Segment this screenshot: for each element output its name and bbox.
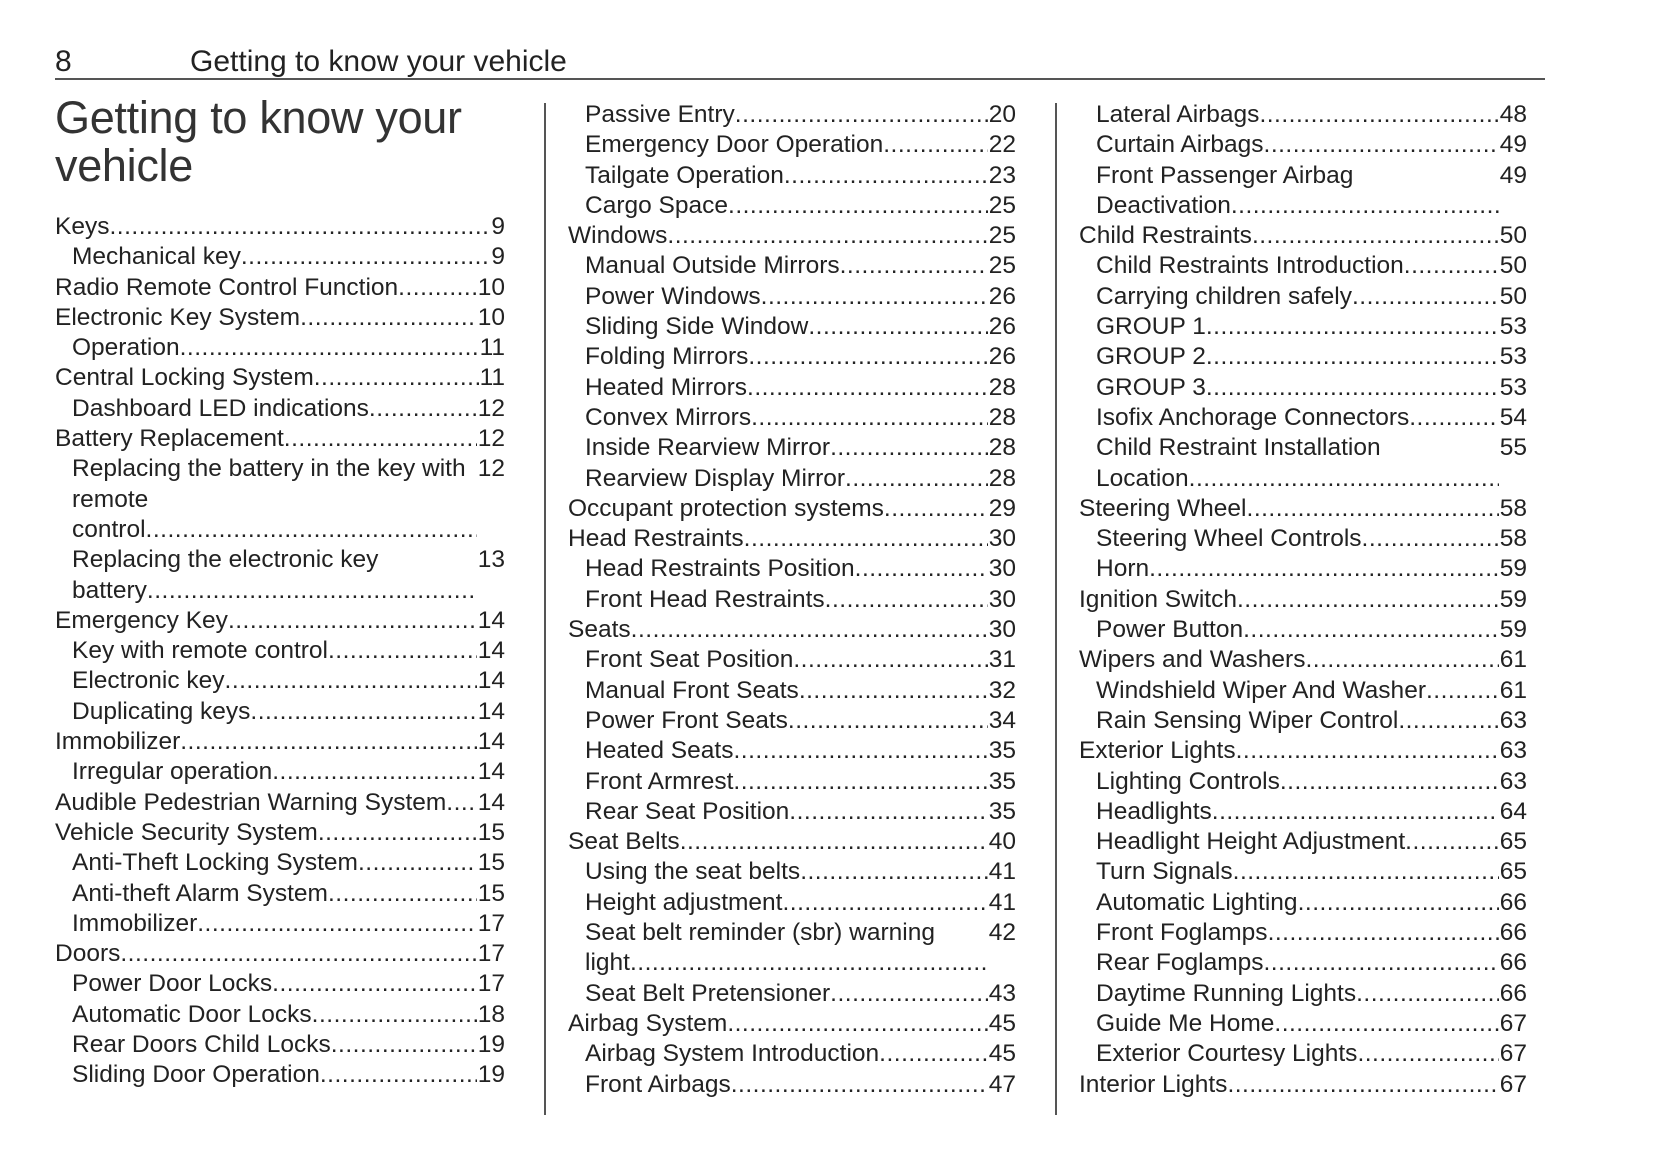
toc-entry[interactable] [55, 212, 505, 242]
toc-entry[interactable] [1079, 282, 1527, 312]
toc-entry-label: Mechanical key ..... [72, 242, 490, 272]
toc-page-number: 14 [477, 667, 505, 695]
toc-entry[interactable] [568, 342, 1016, 372]
toc-entry-label: Front Seat Position ..... [585, 645, 988, 675]
toc-entry-label: Radio Remote Control Function ..... [55, 273, 477, 303]
toc-page-number: 12 [477, 455, 505, 483]
toc-entry-label: Convex Mirrors ..... [585, 403, 988, 433]
toc-entry-label: GROUP 2 ..... [1096, 342, 1499, 372]
toc-entry-label: Rear Doors Child Locks ..... [72, 1030, 477, 1060]
toc-entry[interactable] [55, 939, 505, 969]
toc-entry[interactable] [568, 554, 1016, 584]
toc-page-number: 31 [988, 646, 1016, 674]
toc-page-number: 50 [1499, 252, 1527, 280]
toc-page-number: 22 [988, 131, 1016, 159]
toc-entry-label: Head Restraints Position ..... [585, 554, 988, 584]
toc-entry[interactable] [1079, 130, 1527, 160]
toc-page-number: 17 [477, 909, 505, 937]
toc-entry[interactable] [568, 373, 1016, 403]
toc-page-number: 66 [1499, 979, 1527, 1007]
toc-entry[interactable] [1079, 706, 1527, 736]
toc-entry-label: Duplicating keys ..... [72, 697, 477, 727]
toc-entry[interactable] [1079, 736, 1527, 766]
toc-entry-label: Isofix Anchorage Connectors ..... [1096, 403, 1499, 433]
chapter-title-line-2: vehicle [55, 140, 193, 191]
toc-entry-label: Front Foglamps ..... [1096, 918, 1499, 948]
toc-entry-label: Curtain Airbags ..... [1096, 130, 1499, 160]
toc-page-number: 35 [988, 797, 1016, 825]
toc-entry-label: Emergency Door Operation ..... [585, 130, 988, 160]
toc-page-number: 34 [988, 706, 1016, 734]
toc-entry-label: Ignition Switch ..... [1079, 585, 1499, 615]
toc-entry-label: Daytime Running Lights ..... [1096, 979, 1499, 1009]
toc-page-number: 28 [988, 434, 1016, 462]
toc-page-number: 30 [988, 555, 1016, 583]
toc-entry-label: Front Passenger Airbag Deactivation ..... [1096, 161, 1499, 222]
toc-page-number: 67 [1499, 1009, 1527, 1037]
toc-entry[interactable] [55, 424, 505, 454]
toc-page-number: 13 [477, 546, 505, 574]
toc-entry[interactable] [1079, 1009, 1527, 1039]
toc-entry[interactable] [568, 676, 1016, 706]
toc-page-number: 61 [1499, 646, 1527, 674]
toc-entry[interactable] [55, 333, 505, 363]
toc-entry-label: Passive Entry ..... [585, 100, 988, 130]
toc-entry-label: Dashboard LED indications ..... [72, 394, 477, 424]
toc-entry[interactable] [55, 394, 505, 424]
toc-entry-label: Replacing the battery in the key with remote control ..... [72, 454, 477, 545]
toc-page-number: 15 [477, 818, 505, 846]
toc-entry[interactable] [55, 879, 505, 909]
toc-entry-label: Front Airbags ..... [585, 1070, 988, 1100]
toc-entry[interactable] [568, 615, 1016, 645]
toc-page-number: 14 [477, 788, 505, 816]
toc-entry[interactable] [568, 706, 1016, 736]
toc-page-number: 28 [988, 373, 1016, 401]
toc-entry-label: Lighting Controls ..... [1096, 767, 1499, 797]
toc-page-number: 35 [988, 737, 1016, 765]
toc-entry[interactable] [568, 251, 1016, 281]
toc-page-number: 64 [1499, 797, 1527, 825]
toc-entry[interactable] [1079, 312, 1527, 342]
toc-entry-label: Immobilizer ..... [72, 909, 477, 939]
toc-entry[interactable] [1079, 554, 1527, 584]
toc-page-number: 14 [477, 606, 505, 634]
toc-entry[interactable] [55, 727, 505, 757]
toc-page-number: 63 [1499, 737, 1527, 765]
toc-entry-label: Lateral Airbags ..... [1096, 100, 1499, 130]
toc-entry[interactable] [55, 303, 505, 333]
toc-page-number: 30 [988, 616, 1016, 644]
toc-entry-label: Rear Seat Position ..... [585, 797, 988, 827]
toc-entry-label: Automatic Door Locks ..... [72, 1000, 477, 1030]
toc-entry-label: Front Armrest ..... [585, 767, 988, 797]
toc-entry[interactable] [55, 1000, 505, 1030]
toc-page-number: 66 [1499, 888, 1527, 916]
toc-entry[interactable] [568, 767, 1016, 797]
toc-entry[interactable] [55, 1060, 505, 1090]
running-header-title: Getting to know your vehicle [190, 45, 567, 78]
toc-entry-label: Central Locking System ..... [55, 363, 479, 393]
toc-page-number: 67 [1499, 1040, 1527, 1068]
toc-page-number: 11 [479, 334, 505, 362]
toc-entry[interactable] [568, 403, 1016, 433]
toc-entry-label: Child Restraints Introduction ..... [1096, 251, 1499, 281]
toc-entry[interactable] [568, 585, 1016, 615]
toc-entry[interactable] [568, 494, 1016, 524]
toc-entry[interactable] [1079, 767, 1527, 797]
toc-entry[interactable] [55, 1030, 505, 1060]
toc-entry-label: Immobilizer ..... [55, 727, 477, 757]
chapter-title [55, 94, 525, 190]
toc-entry[interactable] [568, 918, 1016, 979]
toc-entry[interactable] [568, 161, 1016, 191]
toc-entry-label: Occupant protection systems ..... [568, 494, 988, 524]
toc-entry[interactable] [1079, 827, 1527, 857]
toc-page-number: 59 [1499, 585, 1527, 613]
toc-entry-label: Windows ..... [568, 221, 988, 251]
toc-entry[interactable] [568, 1070, 1016, 1100]
toc-page-number: 58 [1499, 525, 1527, 553]
toc-page-number: 18 [477, 1000, 505, 1028]
toc-entry[interactable] [1079, 585, 1527, 615]
toc-entry[interactable] [1079, 100, 1527, 130]
toc-entry-label: Electronic Key System ..... [55, 303, 477, 333]
toc-entry-label: Guide Me Home ..... [1096, 1009, 1499, 1039]
toc-entry-label: Horn ..... [1096, 554, 1499, 584]
toc-entry-label: Exterior Courtesy Lights ..... [1096, 1039, 1499, 1069]
toc-entry[interactable] [55, 818, 505, 848]
toc-entry-label: Seat Belt Pretensioner ..... [585, 979, 988, 1009]
toc-entry-label: Manual Outside Mirrors ..... [585, 251, 988, 281]
toc-page-number: 26 [988, 313, 1016, 341]
toc-entry[interactable] [568, 191, 1016, 221]
toc-entry-label: Power Door Locks ..... [72, 969, 477, 999]
toc-entry-label: Windshield Wiper And Washer ..... [1096, 676, 1499, 706]
toc-page-number: 45 [988, 1009, 1016, 1037]
toc-column-3 [1079, 100, 1527, 1100]
toc-page-number: 50 [1499, 282, 1527, 310]
toc-entry[interactable] [568, 282, 1016, 312]
toc-page-number: 66 [1499, 949, 1527, 977]
toc-entry[interactable] [55, 666, 505, 696]
toc-page-number: 23 [988, 161, 1016, 189]
toc-entry[interactable] [55, 788, 505, 818]
toc-entry-label: Keys ..... [55, 212, 490, 242]
toc-page-number: 15 [477, 879, 505, 907]
toc-entry[interactable] [1079, 1039, 1527, 1069]
toc-entry[interactable] [1079, 797, 1527, 827]
toc-entry[interactable] [55, 848, 505, 878]
toc-entry[interactable] [55, 757, 505, 787]
toc-entry[interactable] [1079, 645, 1527, 675]
toc-entry-label: Interior Lights ..... [1079, 1070, 1499, 1100]
toc-entry-label: Inside Rearview Mirror ..... [585, 433, 988, 463]
toc-entry[interactable] [568, 221, 1016, 251]
column-divider-1 [544, 103, 546, 1115]
toc-page-number: 66 [1499, 919, 1527, 947]
toc-entry[interactable] [568, 979, 1016, 1009]
toc-page-number: 40 [988, 828, 1016, 856]
toc-entry-label: Rain Sensing Wiper Control ..... [1096, 706, 1499, 736]
toc-entry-label: Head Restraints ..... [568, 524, 988, 554]
toc-page-number: 59 [1499, 616, 1527, 644]
toc-page-number: 14 [477, 637, 505, 665]
toc-entry-label: Anti-theft Alarm System ..... [72, 879, 477, 909]
page-number: 8 [55, 45, 72, 78]
toc-entry[interactable] [568, 1009, 1016, 1039]
toc-entry[interactable] [1079, 494, 1527, 524]
toc-entry-label: Steering Wheel Controls ..... [1096, 524, 1499, 554]
toc-entry[interactable] [568, 645, 1016, 675]
toc-page-number: 54 [1499, 403, 1527, 431]
toc-entry[interactable] [568, 1039, 1016, 1069]
toc-entry-label: Wipers and Washers ..... [1079, 645, 1499, 675]
toc-entry-label: Battery Replacement ..... [55, 424, 477, 454]
toc-entry[interactable] [568, 888, 1016, 918]
toc-entry[interactable] [568, 736, 1016, 766]
toc-entry-label: Vehicle Security System ..... [55, 818, 477, 848]
toc-entry-label: Airbag System Introduction ..... [585, 1039, 988, 1069]
toc-page-number: 17 [477, 940, 505, 968]
toc-entry[interactable] [1079, 948, 1527, 978]
toc-entry-label: Irregular operation ..... [72, 757, 477, 787]
toc-entry-label: Steering Wheel ..... [1079, 494, 1499, 524]
toc-entry[interactable] [1079, 979, 1527, 1009]
toc-entry[interactable] [568, 464, 1016, 494]
toc-entry[interactable] [1079, 161, 1527, 222]
toc-page-number: 63 [1499, 767, 1527, 795]
toc-entry[interactable] [55, 454, 505, 545]
toc-entry-label: Emergency Key ..... [55, 606, 477, 636]
toc-entry[interactable] [568, 100, 1016, 130]
header-divider [55, 78, 1545, 80]
toc-entry[interactable] [568, 130, 1016, 160]
toc-entry[interactable] [55, 606, 505, 636]
toc-page-number: 10 [477, 273, 505, 301]
chapter-title-line-1: Getting to know your [55, 92, 462, 143]
toc-entry[interactable] [55, 636, 505, 666]
toc-entry-label: Using the seat belts ..... [585, 857, 988, 887]
toc-entry[interactable] [1079, 524, 1527, 554]
toc-entry[interactable] [55, 969, 505, 999]
toc-entry-label: Headlight Height Adjustment ..... [1096, 827, 1499, 857]
toc-page-number: 14 [477, 728, 505, 756]
column-divider-2 [1055, 103, 1057, 1115]
toc-entry-label: Headlights ..... [1096, 797, 1499, 827]
toc-page-number: 26 [988, 282, 1016, 310]
toc-entry[interactable] [1079, 676, 1527, 706]
toc-entry-label: Manual Front Seats ..... [585, 676, 988, 706]
toc-entry-label: Power Windows ..... [585, 282, 988, 312]
toc-entry-label: Turn Signals ..... [1096, 857, 1499, 887]
toc-page-number: 25 [988, 191, 1016, 219]
toc-entry[interactable] [1079, 403, 1527, 433]
toc-page-number: 58 [1499, 494, 1527, 522]
toc-page-number: 15 [477, 849, 505, 877]
toc-entry[interactable] [55, 242, 505, 272]
toc-page-number: 59 [1499, 555, 1527, 583]
toc-entry-label: Doors ..... [55, 939, 477, 969]
toc-entry-label: Operation ..... [72, 333, 479, 363]
toc-entry-label: Heated Mirrors ..... [585, 373, 988, 403]
toc-entry-label: Replacing the electronic key battery ..... [72, 545, 477, 606]
toc-entry[interactable] [1079, 221, 1527, 251]
toc-page-number: 53 [1499, 313, 1527, 341]
toc-column-2 [568, 100, 1016, 1100]
toc-page-number: 10 [477, 303, 505, 331]
toc-entry-label: Tailgate Operation ..... [585, 161, 988, 191]
toc-entry-label: Rear Foglamps ..... [1096, 948, 1499, 978]
toc-entry[interactable] [55, 363, 505, 393]
toc-page-number: 41 [988, 888, 1016, 916]
toc-page-number: 43 [988, 979, 1016, 1007]
toc-page-number: 63 [1499, 706, 1527, 734]
toc-entry[interactable] [55, 697, 505, 727]
toc-page-number: 14 [477, 758, 505, 786]
toc-entry[interactable] [1079, 251, 1527, 281]
toc-entry-label: Heated Seats ..... [585, 736, 988, 766]
toc-page-number: 41 [988, 858, 1016, 886]
toc-page-number: 55 [1499, 434, 1527, 462]
toc-page-number: 14 [477, 697, 505, 725]
toc-page-number: 19 [477, 1061, 505, 1089]
toc-entry[interactable] [1079, 1070, 1527, 1100]
toc-page-number: 53 [1499, 373, 1527, 401]
toc-entry-label: Sliding Side Window ..... [585, 312, 988, 342]
toc-entry-label: Key with remote control ..... [72, 636, 477, 666]
toc-page-number: 35 [988, 767, 1016, 795]
toc-entry-label: GROUP 1 ..... [1096, 312, 1499, 342]
toc-entry-label: Anti-Theft Locking System ..... [72, 848, 477, 878]
toc-entry-label: Electronic key ..... [72, 666, 477, 696]
toc-entry[interactable] [1079, 918, 1527, 948]
toc-page-number: 28 [988, 403, 1016, 431]
toc-entry[interactable] [568, 433, 1016, 463]
toc-entry-label: Cargo Space ..... [585, 191, 988, 221]
toc-page-number: 30 [988, 585, 1016, 613]
toc-page-number: 65 [1499, 828, 1527, 856]
toc-entry-label: Sliding Door Operation ..... [72, 1060, 477, 1090]
toc-entry-label: Seats ..... [568, 615, 988, 645]
toc-entry-label: Power Button ..... [1096, 615, 1499, 645]
toc-page-number: 42 [988, 919, 1016, 947]
toc-entry[interactable] [55, 909, 505, 939]
toc-page-number: 67 [1499, 1070, 1527, 1098]
toc-entry[interactable] [1079, 615, 1527, 645]
toc-entry-label: Automatic Lighting ..... [1096, 888, 1499, 918]
toc-page-number: 32 [988, 676, 1016, 704]
toc-entry[interactable] [568, 827, 1016, 857]
toc-page-number: 48 [1499, 101, 1527, 128]
toc-page-number: 49 [1499, 131, 1527, 159]
toc-entry[interactable] [1079, 373, 1527, 403]
toc-page-number: 12 [477, 394, 505, 422]
toc-page-number: 26 [988, 343, 1016, 371]
toc-entry[interactable] [55, 273, 505, 303]
toc-entry-label: Height adjustment ..... [585, 888, 988, 918]
toc-entry[interactable] [1079, 342, 1527, 372]
toc-page-number: 65 [1499, 858, 1527, 886]
toc-page-number: 61 [1499, 676, 1527, 704]
toc-page-number: 19 [477, 1031, 505, 1059]
toc-entry-label: GROUP 3 ..... [1096, 373, 1499, 403]
toc-entry[interactable] [568, 797, 1016, 827]
toc-entry[interactable] [568, 524, 1016, 554]
toc-page-number: 25 [988, 222, 1016, 250]
toc-page-number: 17 [477, 970, 505, 998]
toc-entry-label: Seat Belts ..... [568, 827, 988, 857]
toc-page-number: 29 [988, 494, 1016, 522]
toc-page-number: 49 [1499, 161, 1527, 189]
toc-page-number: 20 [988, 101, 1016, 128]
toc-page-number: 47 [988, 1070, 1016, 1098]
toc-entry-label: Front Head Restraints ..... [585, 585, 988, 615]
toc-entry-label: Child Restraints ..... [1079, 221, 1499, 251]
toc-entry-label: Exterior Lights ..... [1079, 736, 1499, 766]
toc-entry-label: Rearview Display Mirror ..... [585, 464, 988, 494]
toc-page-number: 30 [988, 525, 1016, 553]
toc-entry[interactable] [55, 545, 505, 606]
toc-entry-label: Audible Pedestrian Warning System ..... [55, 788, 477, 818]
toc-column-1 [55, 212, 505, 1091]
toc-entry[interactable] [1079, 857, 1527, 887]
toc-page-number: 12 [477, 425, 505, 453]
toc-entry-label: Airbag System ..... [568, 1009, 988, 1039]
toc-entry[interactable] [568, 857, 1016, 887]
toc-page-number: 45 [988, 1040, 1016, 1068]
toc-page-number: 9 [491, 213, 505, 240]
toc-entry[interactable] [568, 312, 1016, 342]
toc-page-number: 9 [491, 243, 505, 271]
toc-page-number: 53 [1499, 343, 1527, 371]
toc-page-number: 28 [988, 464, 1016, 492]
toc-entry-label: Power Front Seats ..... [585, 706, 988, 736]
toc-entry-label: Folding Mirrors ..... [585, 342, 988, 372]
toc-entry[interactable] [1079, 433, 1527, 494]
toc-page-number: 50 [1499, 222, 1527, 250]
toc-page-number: 11 [479, 364, 505, 392]
toc-page-number: 25 [988, 252, 1016, 280]
toc-entry[interactable] [1079, 888, 1527, 918]
toc-entry-label: Child Restraint Installation Location ..... [1096, 433, 1499, 494]
toc-entry-label: Carrying children safely ..... [1096, 282, 1499, 312]
toc-entry-label: Seat belt reminder (sbr) warning light ..... [585, 918, 988, 979]
